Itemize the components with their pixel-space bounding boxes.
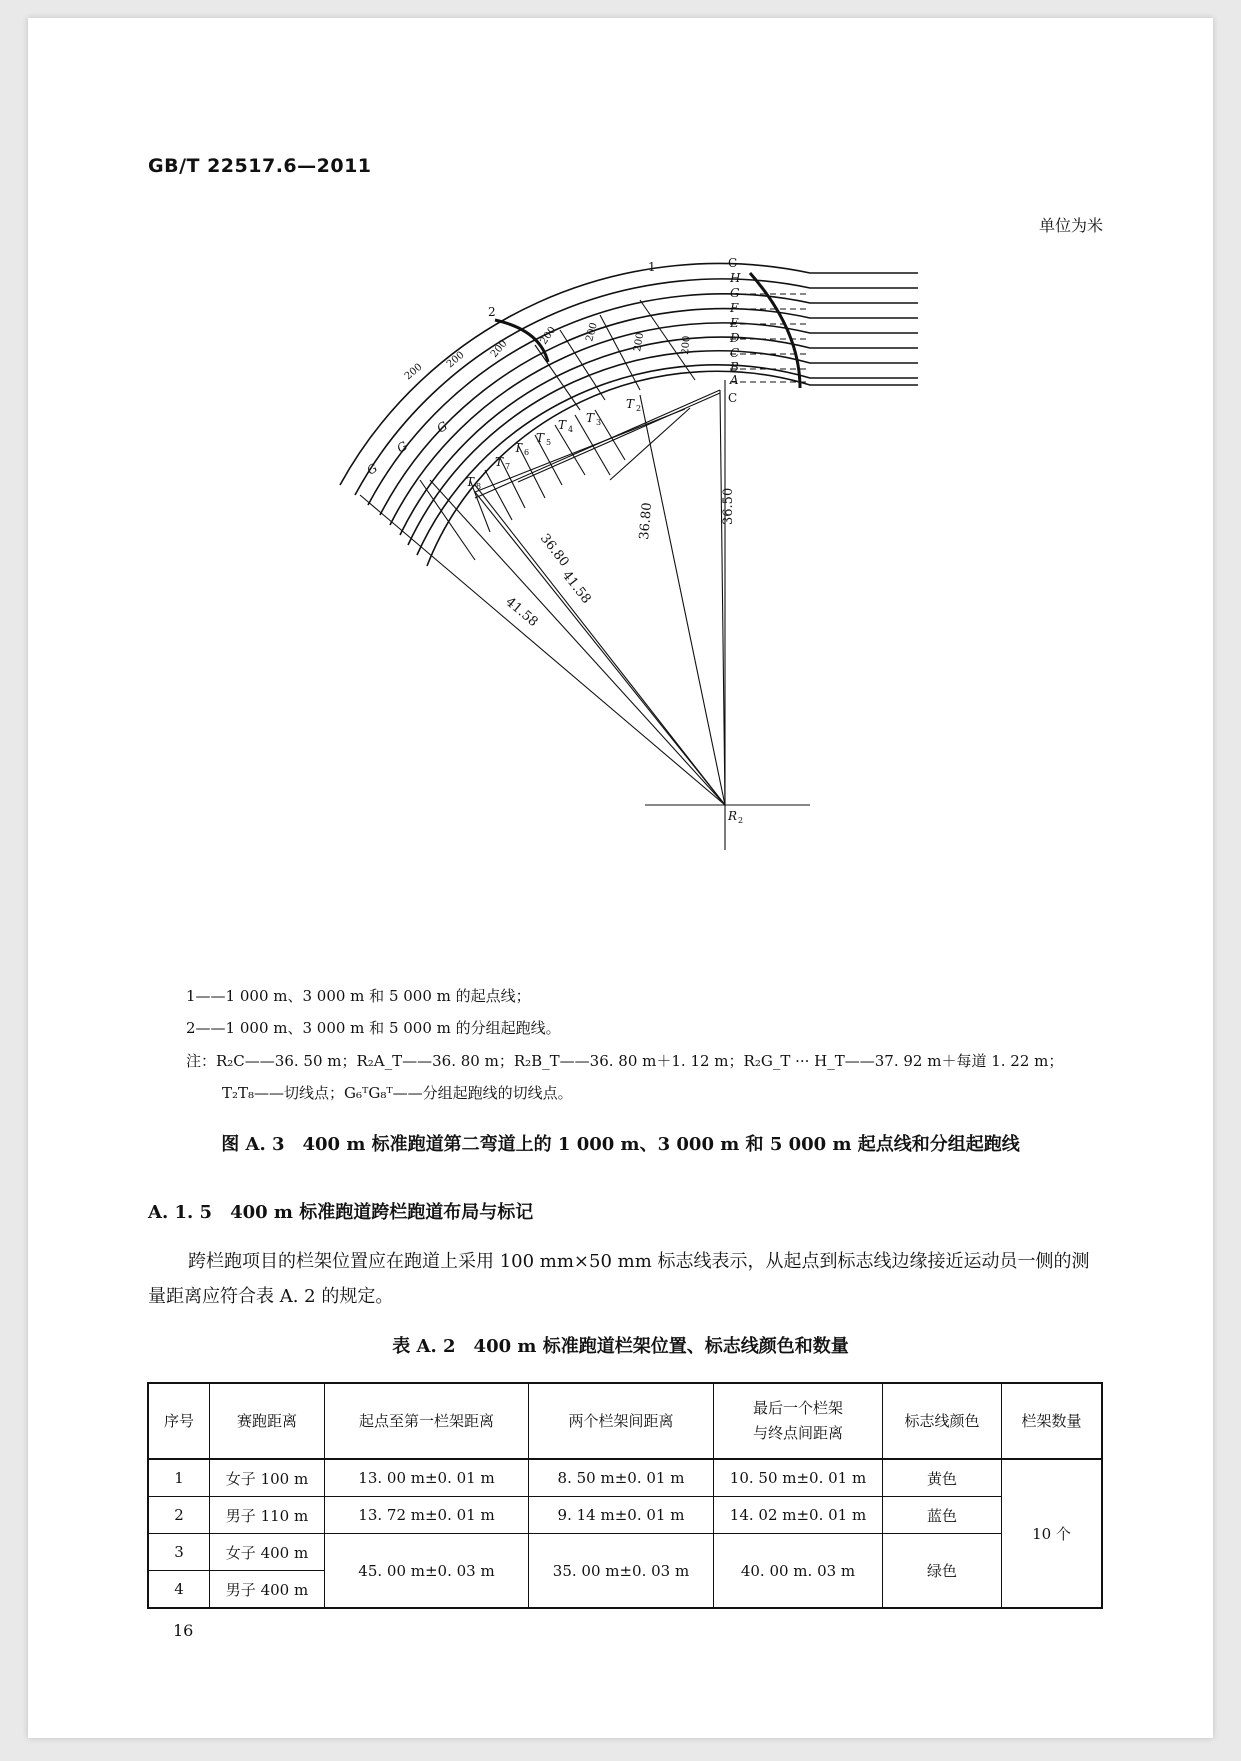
col-no: 序号 <box>148 1383 210 1459</box>
figure-note-2: T₂T₈——切线点；G₆ᵀG₈ᵀ——分组起跑线的切线点。 <box>222 1084 573 1102</box>
svg-text:4: 4 <box>568 425 574 434</box>
dim-4158-a: 41.58 <box>558 568 594 607</box>
lane-line <box>368 294 918 505</box>
standard-code: GB/T 22517.6—2011 <box>148 155 372 177</box>
svg-text:F: F <box>730 301 739 315</box>
body-paragraph: 跨栏跑项目的栏架位置应在跑道上采用 100 mm×50 mm 标志线表示，从起点到标志线边缘接近运动员一侧的测量距离应符合表 A. 2 的规定。 <box>148 1251 1090 1307</box>
label-c-top: C <box>728 256 738 270</box>
svg-text:T: T <box>514 441 523 455</box>
hurdle-table <box>147 1382 1103 1609</box>
dim-3680-a: 36.80 <box>637 501 656 541</box>
col-count: 栏架数量 <box>1002 1383 1103 1459</box>
svg-text:8: 8 <box>476 482 482 491</box>
svg-text:200: 200 <box>584 321 600 343</box>
svg-text:5: 5 <box>546 438 552 447</box>
track-curve-diagram <box>300 256 940 920</box>
svg-text:2: 2 <box>636 404 642 413</box>
legend-item-1: 1——1 000 m、3 000 m 和 5 000 m 的起点线； <box>186 987 531 1005</box>
label-c-bottom: C <box>728 391 738 405</box>
svg-text:200: 200 <box>680 335 693 356</box>
svg-text:200: 200 <box>632 331 647 353</box>
page-number: 16 <box>173 1621 194 1640</box>
svg-text:H: H <box>730 271 741 285</box>
svg-text:D: D <box>730 331 740 345</box>
dim-4158-b: 41.58 <box>502 594 541 630</box>
svg-text:C: C <box>730 346 740 360</box>
svg-text:2: 2 <box>738 816 744 825</box>
legend-item-2: 2——1 000 m、3 000 m 和 5 000 m 的分组起跑线。 <box>186 1019 561 1037</box>
figure-note: 注：R₂C——36. 50 m；R₂A_T——36. 80 m；R₂B_T——36. 80 m＋1. 12 m；R₂G_T ··· H_T——37. 92 m＋每道 1. 22 m； <box>186 1052 1064 1070</box>
dim-3680-b: 36.80 <box>536 531 572 570</box>
col-first: 起点至第一栏架距离 <box>325 1383 529 1459</box>
table-title: 表 A. 2 400 m 标准跑道栏架位置、标志线颜色和数量 <box>392 1336 849 1357</box>
hurdle-count-cell: 10 个 <box>1002 1459 1103 1608</box>
svg-text:G: G <box>364 460 380 478</box>
figure-caption: 图 A. 3 400 m 标准跑道第二弯道上的 1 000 m、3 000 m 和 5 000 m 起点线和分组起跑线 <box>221 1134 1020 1155</box>
svg-text:T: T <box>586 411 595 425</box>
col-between: 两个栏架间距离 <box>529 1383 714 1459</box>
svg-text:200: 200 <box>444 349 467 371</box>
svg-text:200: 200 <box>402 361 425 383</box>
table-row: 4 男子 400 m <box>148 1571 1102 1609</box>
section-heading: A. 1. 5 400 m 标准跑道跨栏跑道布局与标记 <box>148 1202 534 1223</box>
label-r2: R <box>728 809 738 823</box>
svg-text:T: T <box>495 455 504 469</box>
table-row: 1 女子 100 m 13. 00 m±0. 01 m 8. 50 m±0. 01 m 10. 50 m±0. 01 m 黄色 10 个 <box>148 1459 1102 1497</box>
svg-text:6: 6 <box>524 448 530 457</box>
table-row: 3 女子 400 m 45. 00 m±0. 03 m 35. 00 m±0. 03 m 40. 00 m. 03 m 绿色 <box>148 1534 1102 1571</box>
svg-text:T: T <box>558 418 567 432</box>
label-2: 2 <box>488 305 496 319</box>
col-color: 标志线颜色 <box>883 1383 1002 1459</box>
svg-text:G: G <box>730 286 740 300</box>
svg-text:G: G <box>434 418 450 436</box>
dim-3650: 36.50 <box>721 487 736 525</box>
lane-line <box>390 323 918 525</box>
table-header-row <box>148 1383 1102 1459</box>
svg-text:G: G <box>394 438 410 456</box>
lane-line <box>408 351 918 545</box>
svg-text:A: A <box>730 373 739 387</box>
svg-text:7: 7 <box>505 462 511 471</box>
svg-text:T: T <box>536 431 545 445</box>
lane-line <box>340 263 918 485</box>
svg-text:200: 200 <box>538 324 559 347</box>
table-row: 2 男子 110 m 13. 72 m±0. 01 m 9. 14 m±0. 01 m 14. 02 m±0. 01 m 蓝色 <box>148 1497 1102 1534</box>
svg-text:T: T <box>466 475 475 489</box>
svg-text:200: 200 <box>488 338 510 360</box>
svg-text:3: 3 <box>596 418 602 427</box>
unit-note: 单位为米 <box>1038 216 1103 235</box>
label-1: 1 <box>648 260 656 274</box>
svg-text:T: T <box>626 397 635 411</box>
svg-text:E: E <box>730 316 739 330</box>
lane-line <box>355 279 918 495</box>
col-last: 最后一个栏架 与终点间距离 <box>714 1383 883 1459</box>
svg-text:B: B <box>730 360 739 374</box>
col-event: 赛跑距离 <box>210 1383 325 1459</box>
